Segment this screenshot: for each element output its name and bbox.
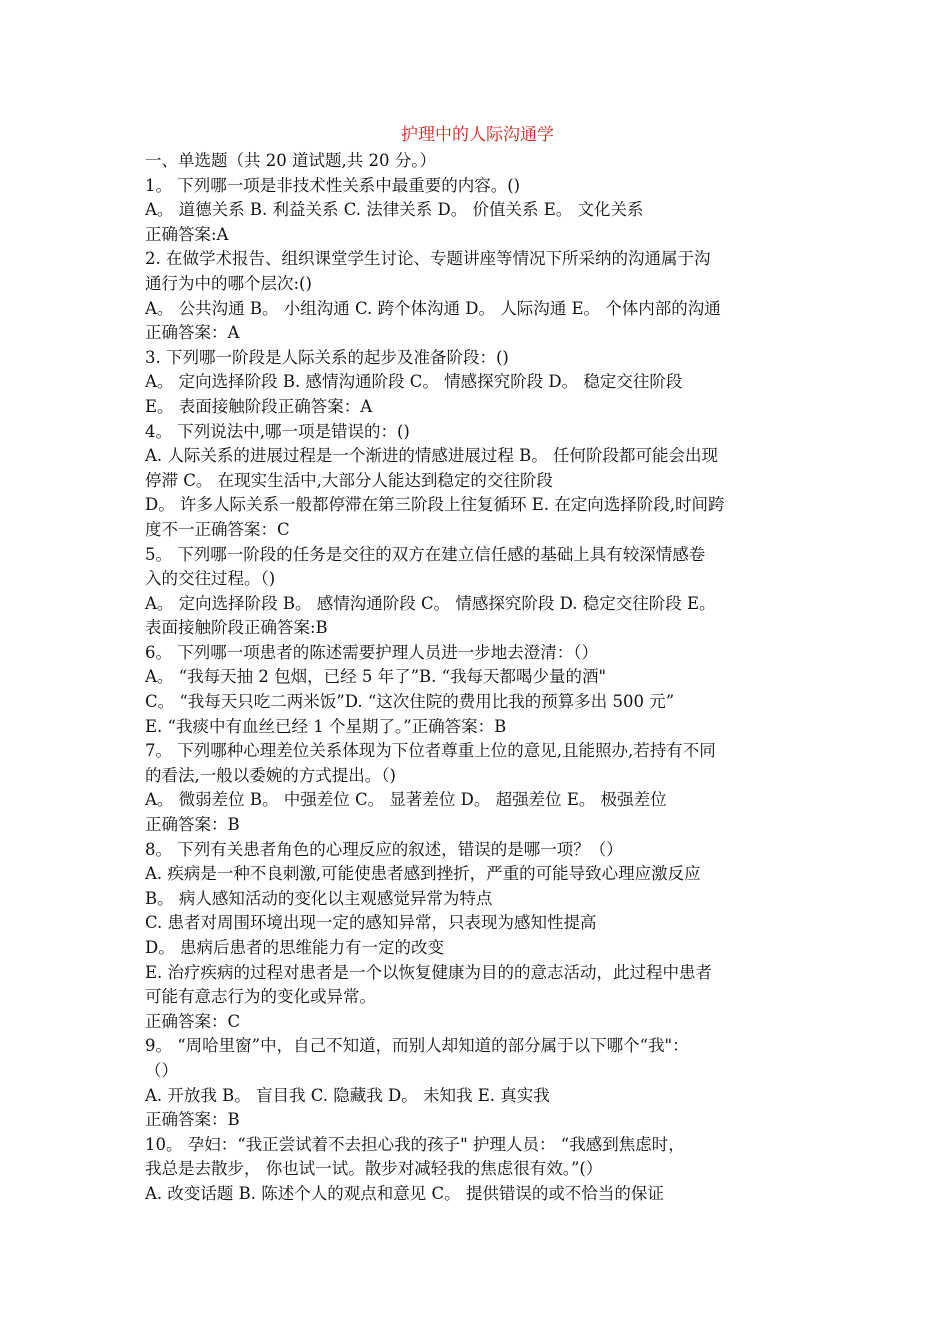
question-1: 1。 下列哪一项是非技术性关系中最重要的内容。() (145, 175, 521, 195)
question-4-options-cont: 停滞 C。 在现实生活中,大部分人能达到稳定的交往阶段 (145, 470, 553, 490)
question-9-options: A. 开放我 B。 盲目我 C. 隐藏我 D。 未知我 E. 真实我 (145, 1085, 550, 1105)
document-body (145, 149, 810, 1207)
question-8-answer: 正确答案：C (145, 1011, 241, 1031)
question-5-cont: 入的交往过程。（) (145, 569, 276, 589)
question-7-cont: 的看法,一般以委婉的方式提出。（) (145, 765, 396, 785)
question-8-option-c: C. 患者对周围环境出现一定的感知异常，只表现为感知性提高 (145, 913, 597, 933)
question-2: 2. 在做学术报告、组织课堂学生讨论、专题讲座等情况下所采纳的沟通属于沟 (145, 249, 711, 269)
question-4: 4。 下列说法中,哪一项是错误的：() (145, 421, 410, 441)
question-9-cont: （） (145, 1060, 178, 1080)
question-8-option-a: A. 疾病是一种不良刺激,可能使患者感到挫折，严重的可能导致心理应激反应 (145, 864, 701, 884)
question-7-answer: 正确答案：B (145, 815, 240, 835)
question-6-options: A。 “我每天抽 2 包烟，已经 5 年了”B. “我每天都喝少量的酒" (145, 667, 607, 687)
section-heading: 一、单选题（共 20 道试题,共 20 分。） (145, 151, 436, 170)
question-10-options: A. 改变话题 B. 陈述个人的观点和意见 C。 提供错误的或不恰当的保证 (145, 1183, 664, 1203)
question-4-options-cont: D。 许多人际关系一般都停滞在第三阶段上往复循环 E. 在定向选择阶段,时间跨 (145, 495, 725, 515)
question-5-answer: 表面接触阶段正确答案:B (145, 618, 328, 638)
question-6: 6。 下列哪一项患者的陈述需要护理人员进一步地去澄清：（） (145, 642, 598, 662)
question-8-option-e-cont: 可能有意志行为的变化或异常。 (145, 987, 376, 1007)
question-2-options: A。 公共沟通 B。 小组沟通 C. 跨个体沟通 D。 人际沟通 E。 个体内部的沟通 (145, 298, 721, 318)
question-10-cont: 我总是去散步， 你也试一试。散步对减轻我的焦虑很有效。”(） (145, 1159, 603, 1179)
question-4-answer: 度不一正确答案：C (145, 519, 290, 539)
question-8-option-b: B。 病人感知活动的变化以主观感觉异常为特点 (145, 888, 493, 908)
question-8: 8。 下列有关患者角色的心理反应的叙述，错误的是哪一项？（） (145, 839, 623, 859)
question-5-options: A。 定向选择阶段 B。 感情沟通阶段 C。 情感探究阶段 D. 稳定交往阶段 E。 (145, 593, 716, 613)
question-1-answer: 正确答案:A (145, 224, 229, 244)
question-3-options-answer: E。 表面接触阶段正确答案：A (145, 396, 373, 416)
question-1-options: A。 道德关系 B. 利益关系 C. 法律关系 D。 价值关系 E。 文化关系 (145, 200, 644, 220)
question-6-answer: E. “我痰中有血丝已经 1 个星期了。”正确答案：B (145, 716, 507, 736)
question-8-option-d: D。 患病后患者的思维能力有一定的改变 (145, 938, 444, 957)
document-title: 护理中的人际沟通学 (401, 125, 554, 145)
question-4-options: A. 人际关系的进展过程是一个渐进的情感进展过程 B。 任何阶段都可能会出现 (145, 446, 719, 466)
question-2-answer: 正确答案：A (145, 323, 240, 343)
question-8-option-e: E. 治疗疾病的过程对患者是一个以恢复健康为目的的意志活动，此过程中患者 (145, 962, 713, 982)
question-7: 7。 下列哪种心理差位关系体现为下位者尊重上位的意见,且能照办,若持有不同 (145, 741, 716, 761)
question-2-cont: 通行为中的哪个层次:() (145, 273, 312, 293)
question-6-options-cont: C。 “我每天只吃二两米饭”D. “这次住院的费用比我的预算多出 500 元” (145, 692, 675, 712)
document-page (145, 122, 810, 1207)
question-3-options: A。 定向选择阶段 B. 感情沟通阶段 C。 情感探究阶段 D。 稳定交往阶段 (145, 372, 683, 392)
question-9: 9。 “周哈里窗”中，自己不知道，而别人却知道的部分属于以下哪个“我"： (145, 1036, 689, 1056)
question-3: 3. 下列哪一阶段是人际关系的起步及准备阶段：() (145, 347, 509, 367)
question-9-answer: 正确答案：B (145, 1110, 240, 1130)
question-7-options: A。 微弱差位 B。 中强差位 C。 显著差位 D。 超强差位 E。 极强差位 (145, 790, 667, 810)
question-10: 10。 孕妇：“我正尝试着不去担心我的孩子" 护理人员： “我感到焦虑时， (145, 1134, 685, 1154)
question-5: 5。 下列哪一阶段的任务是交往的双方在建立信任感的基础上具有较深情感卷 (145, 544, 706, 564)
